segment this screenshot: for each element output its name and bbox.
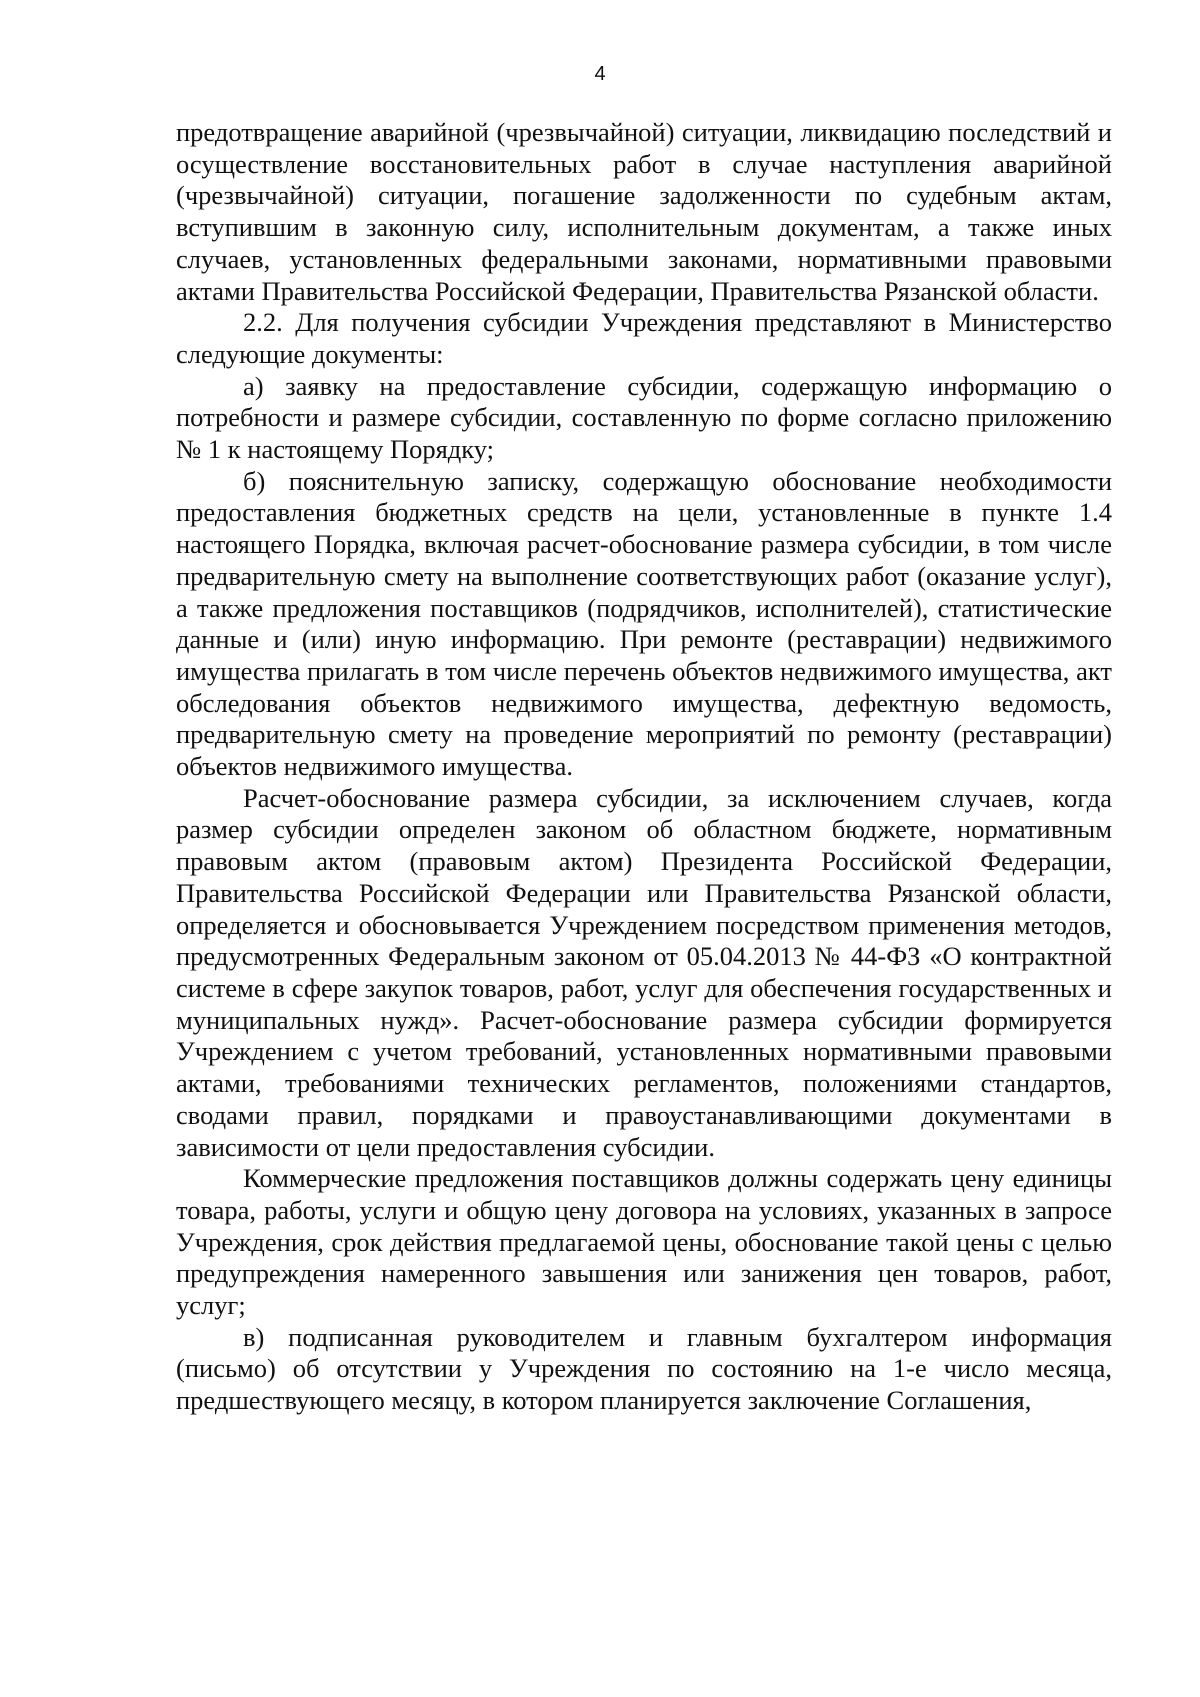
page-number: 4 bbox=[594, 63, 606, 85]
paragraph-2-2: 2.2. Для получения субсидии Учреждения представляют в Министерство следующие документы: bbox=[176, 307, 1112, 369]
paragraph-item-a: а) заявку на предоставление субсидии, содержащую информацию о потребности и размере субсидии, составленную по форме согласно приложению № 1 к настоящему Порядку; bbox=[176, 370, 1112, 465]
paragraph-commercial-offers: Коммерческие предложения поставщиков должны содержать цену единицы товара, работы, услуги и общую цену договора на условиях, указанных в запросе Учреждения, срок действия предлагаемой цены, обоснование такой цены с целью предупреждения намеренного завышения или занижения цен товаров, работ, услуг; bbox=[176, 1163, 1112, 1321]
document-body bbox=[176, 117, 1112, 1417]
paragraph-calculation: Расчет-обоснование размера субсидии, за исключением случаев, когда размер субсидии определен законом об областном бюджете, нормативным правовым актом (правовым актом) Президента Российской Федерации, Правительства Российской Федерации или Правительства Рязанской области, определяется и обосновывается Учреждением посредством применения методов, предусмотренных Федеральным законом от 05.04.2013 № 44-ФЗ «О контрактной системе в сфере закупок товаров, работ, услуг для обеспечения государственных и муниципальных нужд». Расчет-обоснование размера субсидии формируется Учреждением с учетом требований, установленных нормативными правовыми актами, требованиями технических регламентов, положениями стандартов, сводами правил, порядками и правоустанавливающими документами в зависимости от цели предоставления субсидии. bbox=[176, 782, 1112, 1162]
paragraph-continuation: предотвращение аварийной (чрезвычайной) ситуации, ликвидацию последствий и осуществление восстановительных работ в случае наступления аварийной (чрезвычайной) ситуации, погашение задолженности по судебным актам, вступившим в законную силу, исполнительным документам, а также иных случаев, установленных федеральными законами, нормативными правовыми актами Правительства Российской Федерации, Правительства Рязанской области. bbox=[176, 117, 1112, 306]
paragraph-item-v: в) подписанная руководителем и главным бухгалтером информация (письмо) об отсутствии у Учреждения по состоянию на 1-е число месяца, предшествующего месяцу, в котором планируется заключение Соглашения, bbox=[176, 1321, 1112, 1416]
paragraph-item-b: б) пояснительную записку, содержащую обоснование необходимости предоставления бюджетных средств на цели, установленные в пункте 1.4 настоящего Порядка, включая расчет-обоснование размера субсидии, в том числе предварительную смету на выполнение соответствующих работ (оказание услуг), а также предложения поставщиков (подрядчиков, исполнителей), статистические данные и (или) иную информацию. При ремонте (реставрации) недвижимого имущества прилагать в том числе перечень объектов недвижимого имущества, акт обследования объектов недвижимого имущества, дефектную ведомость, предварительную смету на проведение мероприятий по ремонту (реставрации) объектов недвижимого имущества. bbox=[176, 465, 1112, 782]
